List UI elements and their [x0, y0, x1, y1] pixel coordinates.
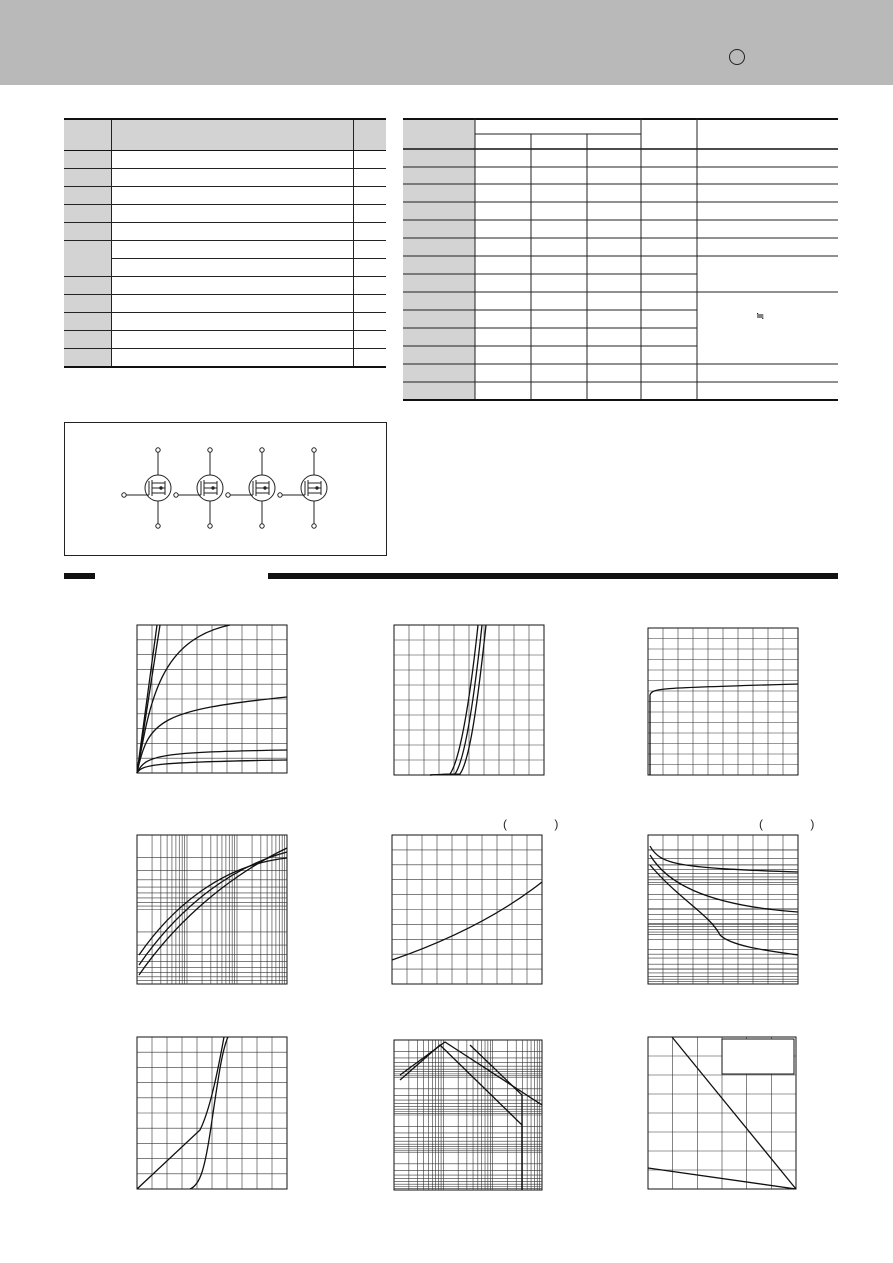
- graph-6-unit-paren: ( ): [759, 817, 837, 831]
- graph-temperature-rise: [392, 835, 542, 984]
- graph-output-characteristics: [137, 625, 287, 773]
- graph-capacitance: [648, 835, 798, 984]
- graph-power-derating: [648, 1037, 796, 1189]
- graph-transfer-characteristics: [394, 625, 544, 775]
- graph-log-characteristic: [137, 835, 287, 984]
- graph-5-unit-paren: ( ): [503, 817, 581, 831]
- graph-flat-characteristic: [648, 628, 798, 775]
- legend-box: [722, 1039, 794, 1074]
- approx-symbol: ≒: [756, 311, 765, 322]
- graph-safe-operating-area: [394, 1040, 542, 1190]
- graph-diode-forward: [137, 1037, 287, 1189]
